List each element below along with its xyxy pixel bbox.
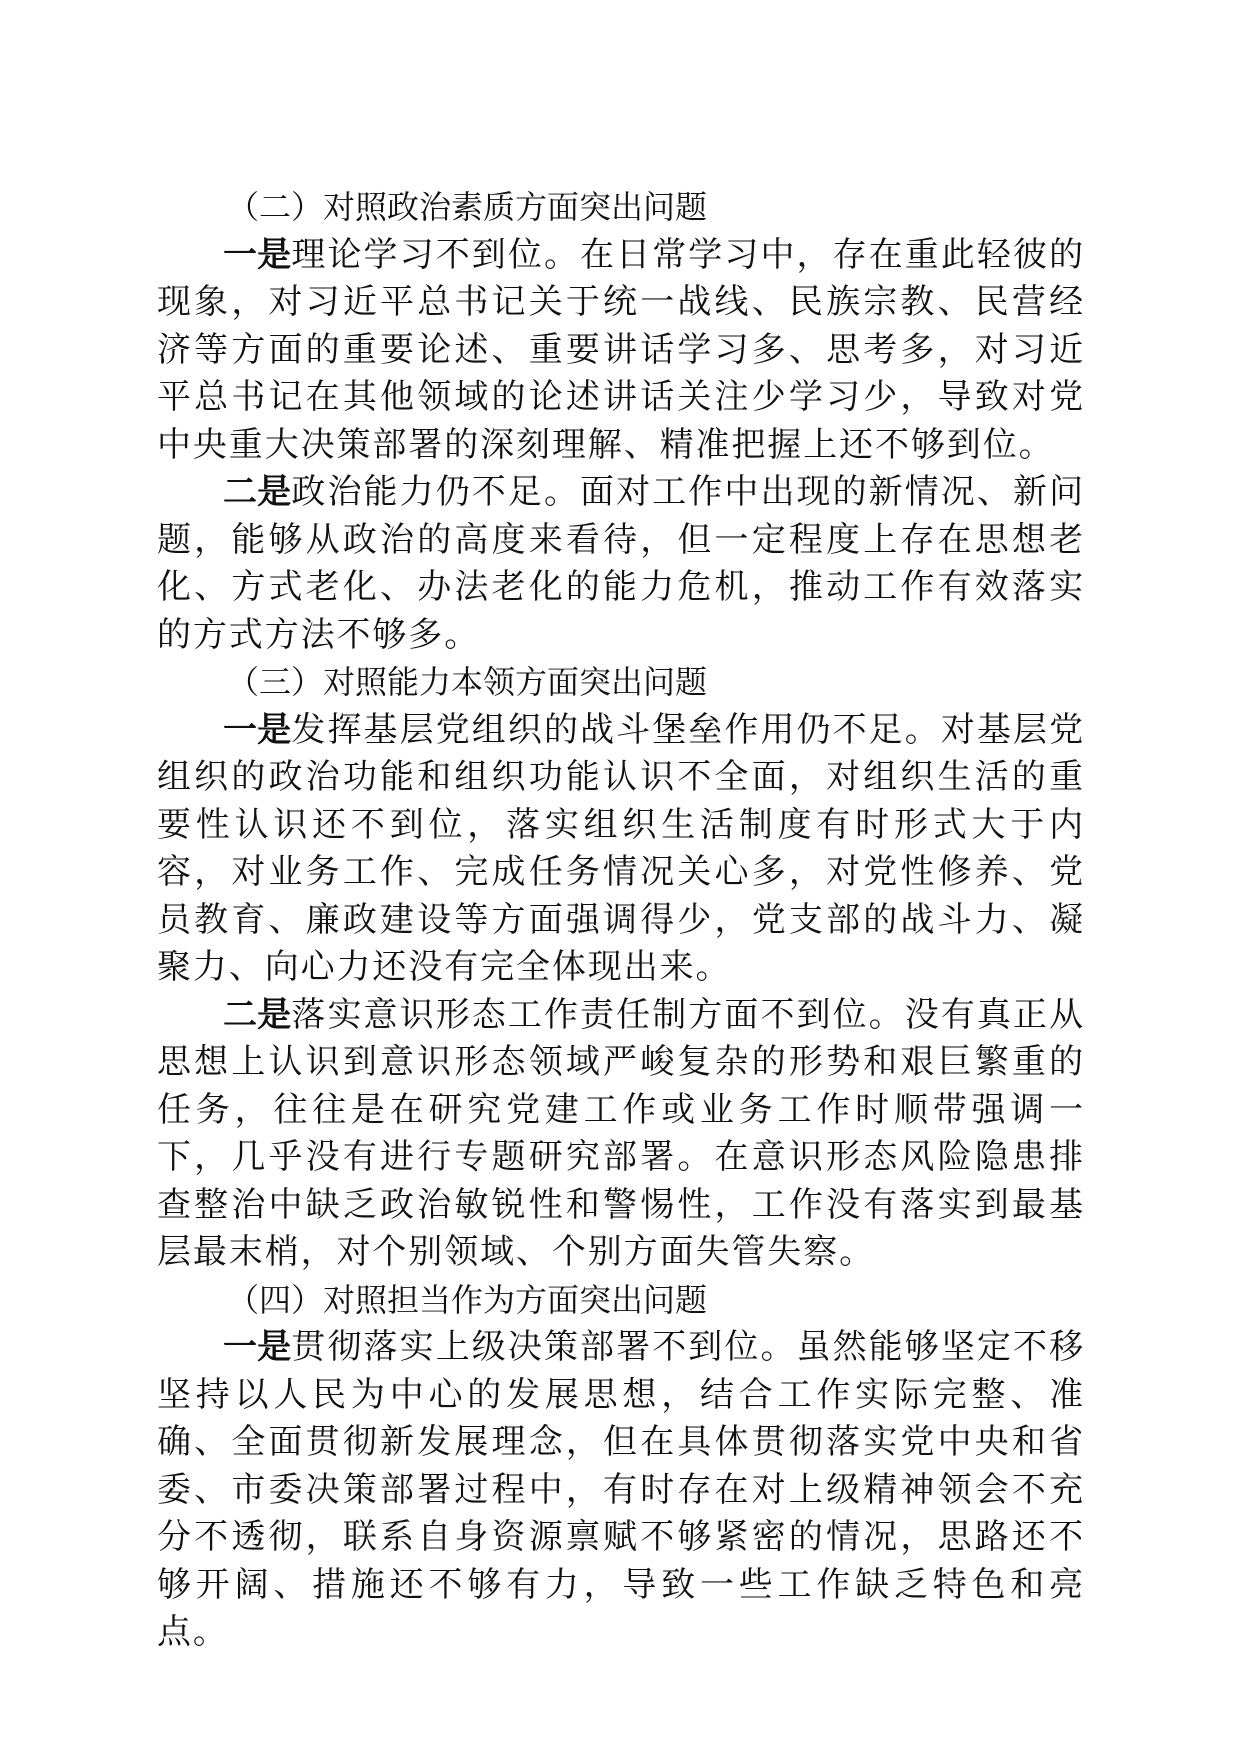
- body-paragraph: [157, 469, 1085, 659]
- paragraph-text: 落实意识形态工作责任制方面不到位。没有真正从思想上认识到意识形态领域严峻复杂的形势和艰巨繁重的任务，往往是在研究党建工作或业务工作时顺带强调一下，几乎没有进行专题研究部署。在意识形态风险隐患排查整治中缺乏政治敏锐性和警惕性，工作没有落实到最基层最末梢，对个别领域、个别方面失管失察。: [157, 994, 1085, 1272]
- paragraph-lead: 二是: [223, 472, 292, 512]
- paragraph-lead: 一是: [223, 234, 292, 275]
- paragraph-lead: 一是: [223, 709, 292, 750]
- body-paragraph: [157, 1324, 1085, 1657]
- paragraph-text: 贯彻落实上级决策部署不到位。虽然能够坚定不移坚持以人民为中心的发展思想，结合工作实际完整、准确、全面贯彻新发展理念，但在具体贯彻落实党中央和省委、市委决策部署过程中，有时存在对上级精神领会不充分不透彻，联系自身资源禀赋不够紧密的情况，思路还不够开阔、措施还不够有力，导致一些工作缺乏特色和亮点。: [157, 1327, 1085, 1652]
- body-paragraph: [157, 232, 1085, 470]
- section-heading: （二）对照政治素质方面突出问题: [227, 188, 708, 226]
- body-paragraph: [157, 992, 1085, 1277]
- section-heading: （四）对照担当作为方面突出问题: [227, 1280, 708, 1319]
- paragraph-lead: 一是: [223, 1327, 292, 1367]
- section-heading: （三）对照能力本领方面突出问题: [227, 663, 708, 701]
- paragraph-text: 发挥基层党组织的战斗堡垒作用仍不足。对基层党组织的政治功能和组织功能认识不全面，对组织生活的重要性认识还不到位，落实组织生活制度有时形式大于内容，对业务工作、完成任务情况关心多，对党性修养、党员教育、廉政建设等方面强调得少，党支部的战斗力、凝聚力、向心力还没有完全体现出来。: [157, 709, 1085, 987]
- body-paragraph: [157, 707, 1085, 992]
- paragraph-text: 理论学习不到位。在日常学习中，存在重此轻彼的现象，对习近平总书记关于统一战线、民族宗教、民营经济等方面的重要论述、重要讲话学习多、思考多，对习近平总书记在其他领域的论述讲话关注少学习少，导致对党中央重大决策部署的深刻理解、精准把握上还不够到位。: [157, 234, 1085, 465]
- paragraph-lead: 二是: [223, 994, 292, 1035]
- paragraph-text: 政治能力仍不足。面对工作中出现的新情况、新问题，能够从政治的高度来看待，但一定程度上存在思想老化、方式老化、办法老化的能力危机，推动工作有效落实的方式方法不够多。: [157, 472, 1085, 655]
- document-body: [157, 184, 1085, 1657]
